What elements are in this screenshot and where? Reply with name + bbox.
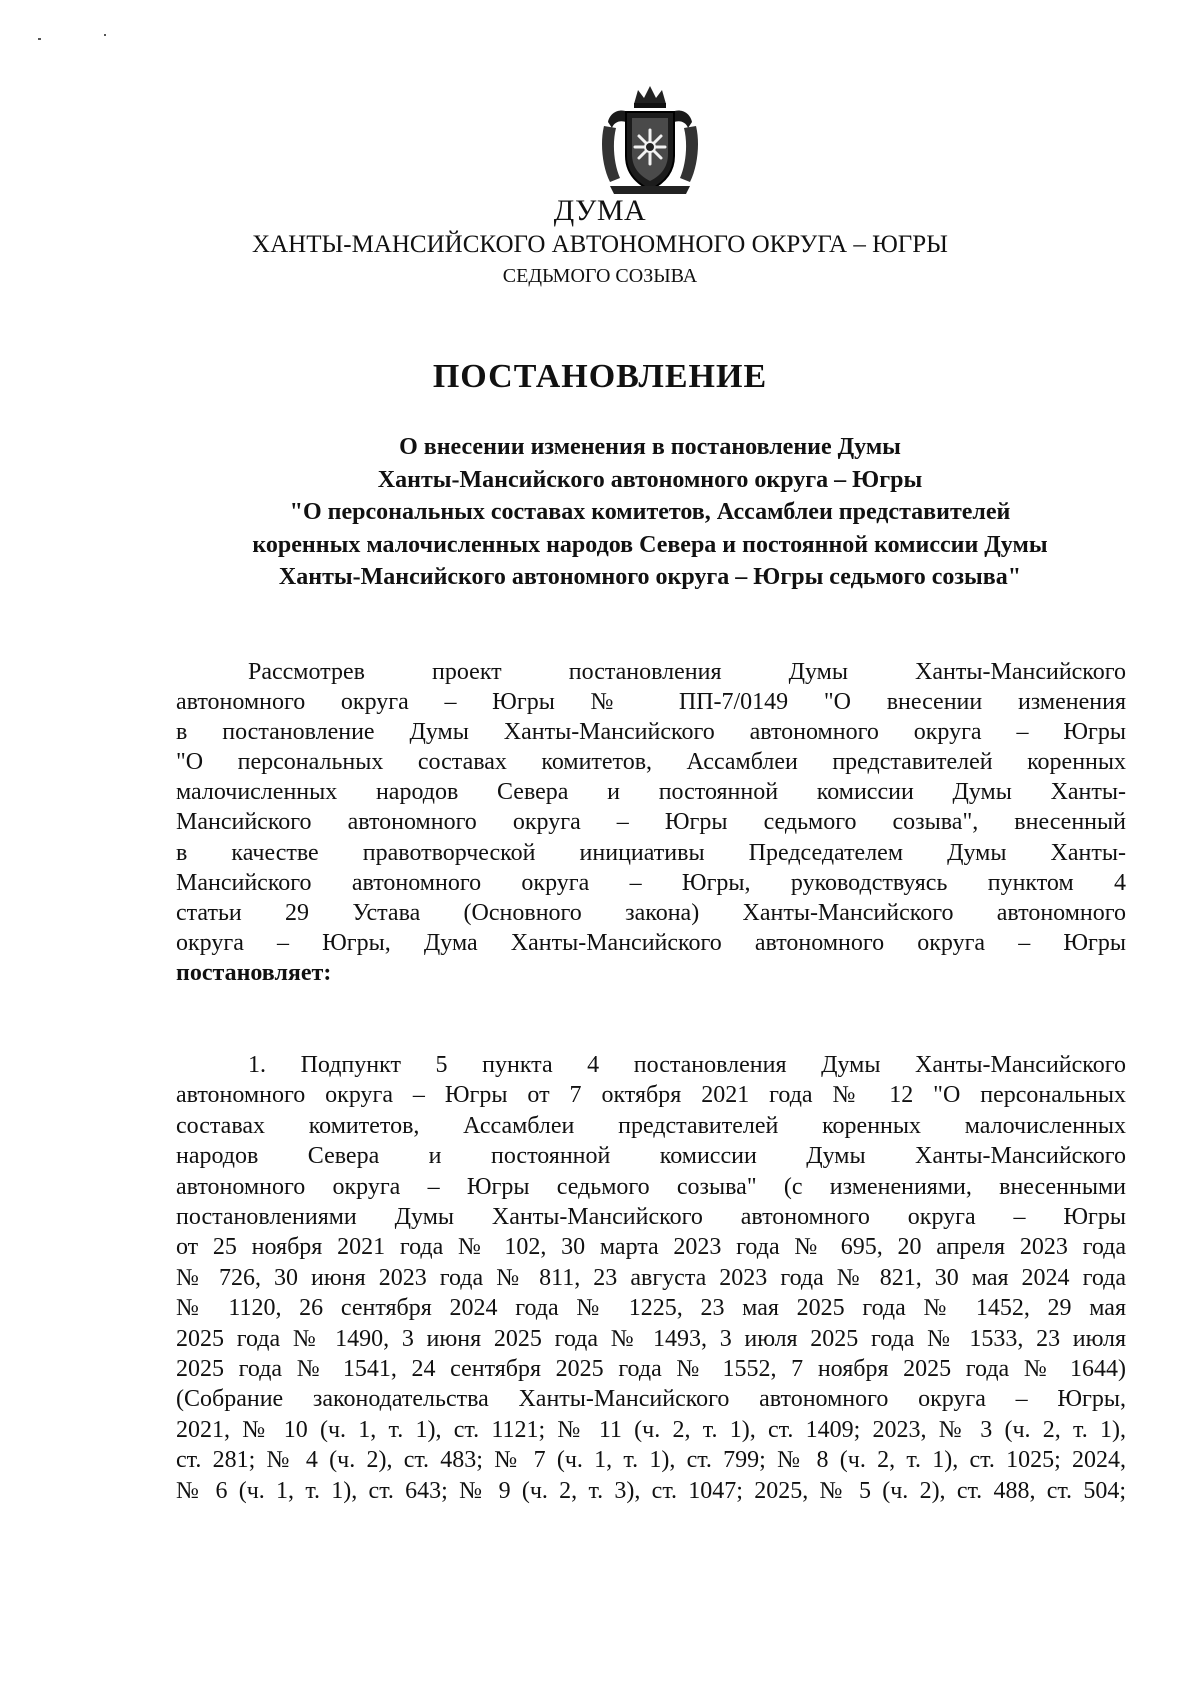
title-line: О внесении изменения в постановление Думы [399,434,901,460]
text-line: от 25 ноября 2021 года № 102, 30 марта 2023 года № 695, 20 апреля 2023 года [176,1234,1126,1261]
text-line: 1. Подпункт 5 пункта 4 постановления Думы Ханты-Мансийского [248,1052,1126,1078]
title-line: Ханты-Мансийского автономного округа – Югры седьмого созыва" [278,564,1022,590]
clause-1-paragraph [176,1050,1126,1506]
text-line: ст. 281; № 4 (ч. 2), ст. 483; № 7 (ч. 1, т. 1), ст. 799; № 8 (ч. 2, т. 1), ст. 1025; 2024, [176,1447,1126,1474]
title-line: "О персональных составах комитетов, Ассамблеи представителей [289,499,1011,525]
region-name: ХАНТЫ-МАНСИЙСКОГО АВТОНОМНОГО ОКРУГА – ЮГРЫ [252,231,948,258]
text-line: Мансийского автономного округа – Югры седьмого созыва", внесенный [176,809,1126,836]
text-line: № 1120, 26 сентября 2024 года № 1225, 23 мая 2025 года № 1452, 29 мая [176,1295,1126,1322]
text-line: в качестве правотворческой инициативы Председателем Думы Ханты- [176,839,1126,866]
text-line: Мансийского автономного округа – Югры, руководствуясь пунктом 4 [176,869,1126,896]
organization-name: ДУМА [553,194,647,227]
text-line: "О персональных составах комитетов, Ассамблеи представителей коренных [176,749,1126,776]
text-line: 2021, № 10 (ч. 1, т. 1), ст. 1121; № 11 (ч. 2, т. 1), ст. 1409; 2023, № 3 (ч. 2, т. 1), [176,1416,1126,1443]
text-line: постановлениями Думы Ханты-Мансийского автономного округа – Югры [176,1204,1126,1231]
text-line: статьи 29 Устава (Основного закона) Ханты-Мансийского автономного [176,899,1126,926]
document-type-heading: ПОСТАНОВЛЕНИЕ [432,358,768,395]
text-line: малочисленных народов Севера и постоянной комиссии Думы Ханты- [176,779,1126,806]
text-line: составах комитетов, Ассамблеи представителей коренных малочисленных [176,1112,1126,1139]
title-line: коренных малочисленных народов Севера и постоянной комиссии Думы [252,531,1048,558]
convocation-label: СЕДЬМОГО СОЗЫВА [502,265,698,287]
text-line: (Собрание законодательства Ханты-Мансийского автономного округа – Югры, [176,1386,1126,1413]
text-line: автономного округа – Югры седьмого созыва" (с изменениями, внесенными [176,1173,1126,1200]
text-line: округа – Югры, Дума Ханты-Мансийского автономного округа – Югры [176,929,1126,956]
text-line: № 6 (ч. 1, т. 1), ст. 643; № 9 (ч. 2, т. 3), ст. 1047; 2025, № 5 (ч. 2), ст. 488, ст. 504; [176,1477,1126,1504]
text-line: Рассмотрев проект постановления Думы Ханты-Мансийского [248,659,1126,685]
preamble-paragraph [176,657,1126,988]
scan-speck [38,38,41,40]
title-line: Ханты-Мансийского автономного округа – Югры [377,466,923,493]
text-line: автономного округа – Югры № ПП-7/0149 "О внесении изменения [176,689,1126,716]
resolves-word: постановляет: [176,959,332,986]
text-line: 2025 года № 1541, 24 сентября 2025 года № 1552, 7 ноября 2025 года № 1644) [176,1356,1126,1383]
text-line: автономного округа – Югры от 7 октября 2021 года № 12 "О персональных [176,1082,1126,1109]
text-line: 2025 года № 1490, 3 июня 2025 года № 1493, 3 июля 2025 года № 1533, 23 июля [176,1325,1126,1352]
text-line: № 726, 30 июня 2023 года № 811, 23 августа 2023 года № 821, 30 мая 2024 года [176,1264,1126,1291]
scan-speck [104,34,106,36]
text-line: народов Севера и постоянной комиссии Думы Ханты-Мансийского [176,1143,1126,1170]
coat-of-arms-icon [590,82,710,200]
document-title [170,431,1130,594]
text-line: в постановление Думы Ханты-Мансийского автономного округа – Югры [176,719,1126,746]
